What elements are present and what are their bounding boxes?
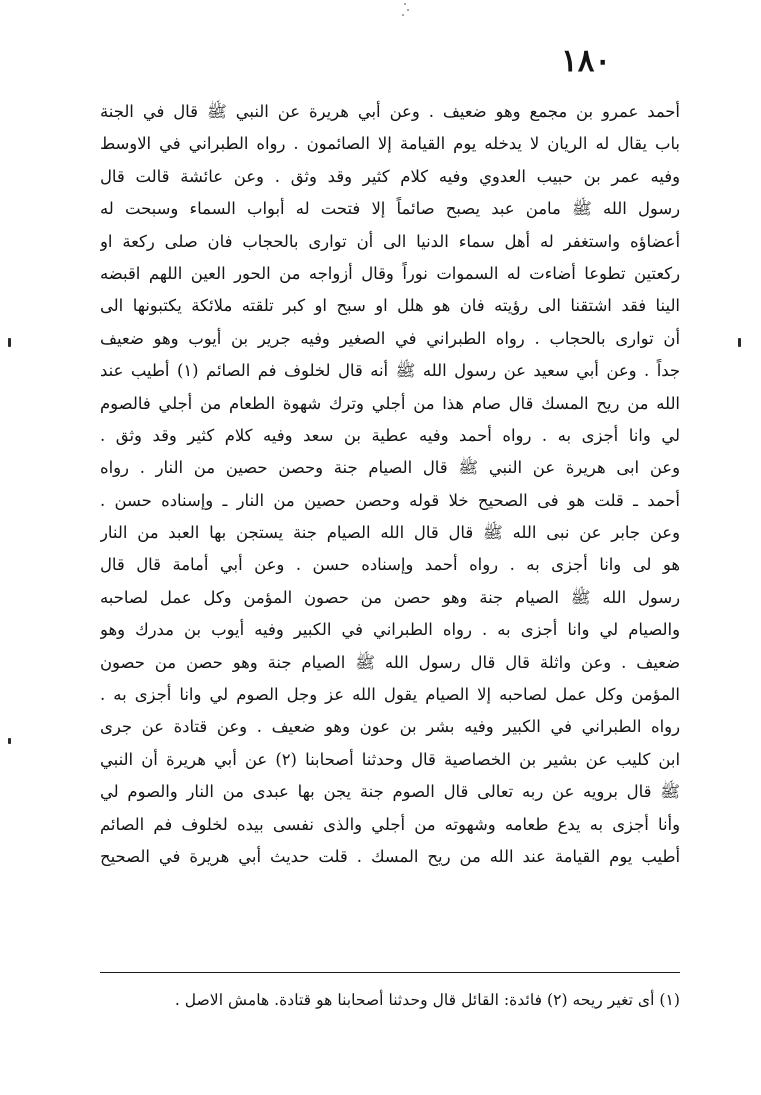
scan-speck <box>404 3 406 5</box>
text-line-9: جداً . وعن أبي سعيد عن رسول الله ﷺ أنه قال لخلوف فم الصائم (١) أطيب عند <box>100 361 680 381</box>
text-line-5: أعضاؤه واستغفر له أهل سماء الدنيا الى أن توارى بالحجاب فان صلى ركعة او <box>100 231 680 251</box>
margin-mark-left <box>8 338 11 347</box>
margin-mark-right <box>738 338 741 347</box>
text-line-19: المؤمن وكل عمل لصاحبه إلا الصيام يقول الله عز وجل الصوم لي وانا أجزى به . <box>100 685 680 705</box>
text-line-1: أحمد عمرو بن مجمع وهو ضعيف . وعن أبي هريرة عن النبي ﷺ قال في الجنة <box>100 102 680 121</box>
text-line-3: وفيه عمر بن حبيب العدوي وفيه كلام كثير وقد وثق . وعن عائشة قالت قال <box>100 166 680 186</box>
text-line-14: وعن جابر عن نبى الله ﷺ قال قال الله الصيام جنة يستجن بها العبد من النار <box>100 523 680 543</box>
text-line-17: والصيام لي وانا أجزى به . رواه الطبراني في الكبير وفيه أيوب بن مدرك وهو <box>100 620 680 640</box>
scan-speck <box>402 14 404 16</box>
text-line-4: رسول الله ﷺ مامن عبد يصبح صائماً إلا فتحت له أبواب السماء وسبحت له <box>100 199 680 219</box>
text-line-20: رواه الطبراني في الكبير وفيه بشر بن عون وهو ضعيف . وعن قتادة عن جرى <box>100 717 680 737</box>
text-line-13: أحمد ـ قلت هو فى الصحيح خلا قوله وحصن حصين من النار ـ وإسناده حسن . <box>100 490 680 510</box>
text-line-15: هو لى وانا أجزى به . رواه أحمد وإسناده حسن . وعن أبي أمامة قال قال <box>100 555 680 575</box>
text-line-22: ﷺ قال برويه عن ربه تعالى قال الصوم جنة يجن بها عبدى من النار والصوم لي <box>100 782 680 802</box>
text-line-12: وعن ابى هريرة عن النبي ﷺ قال الصيام جنة وحصن حصين من النار . رواه <box>100 458 680 478</box>
text-line-2: باب يقال له الريان لا يدخله يوم القيامة إلا الصائمون . رواه الطبراني في الاوسط <box>100 134 680 154</box>
page-number: ١٨٠ <box>561 43 611 79</box>
margin-mark-left-lower <box>8 738 11 744</box>
scan-speck <box>407 9 409 11</box>
text-line-6: ركعتين تطوعا أضاءت له السموات نوراً وقال أزواجه من الحور العين اللهم اقبضه <box>100 263 680 283</box>
text-line-23: وأنا أجزى به يدع طعامه وشهوته من أجلي والذى نفسى بيده لخلوف فم الصائم <box>100 814 680 834</box>
text-line-11: لي وانا أجزى به . رواه أحمد وفيه عطية بن سعد وفيه كلام كثير وقد وثق . <box>100 425 680 445</box>
text-line-10: الله من ريح المسك قال صام هذا من أجلي وترك شهوة الطعام من أجلي فالصوم <box>100 393 680 413</box>
text-line-18: ضعيف . وعن واثلة قال قال رسول الله ﷺ الصيام جنة وهو حصن من حصون <box>100 652 680 672</box>
text-line-24: أطيب يوم القيامة عند الله من ريح المسك . قلت حديث أبي هريرة في الصحيح <box>100 846 680 866</box>
footnote: (١) أى تغير ريحه (٢) فائدة: القائل قال وحدثنا أصحابنا هو قتادة. هامش الاصل . <box>174 991 680 1009</box>
text-line-7: الينا فقد اشتقنا الى رؤيته فان هو هلل او سبح او كبر تلقته ملائكة يكتبونها الى <box>100 296 680 316</box>
main-text-block <box>100 96 680 873</box>
text-line-21: ابن كليب عن بشير بن الخصاصية قال وحدثنا أصحابنا (٢) عن أبي هريرة أن النبي <box>100 749 680 769</box>
text-line-16: رسول الله ﷺ الصيام جنة وهو حصن من حصون المؤمن وكل عمل لصاحبه <box>100 587 680 607</box>
text-line-8: أن توارى بالحجاب . رواه الطبراني في الصغير وفيه جرير بن أيوب وهو ضعيف <box>100 328 680 348</box>
footnote-separator-rule <box>100 972 680 973</box>
